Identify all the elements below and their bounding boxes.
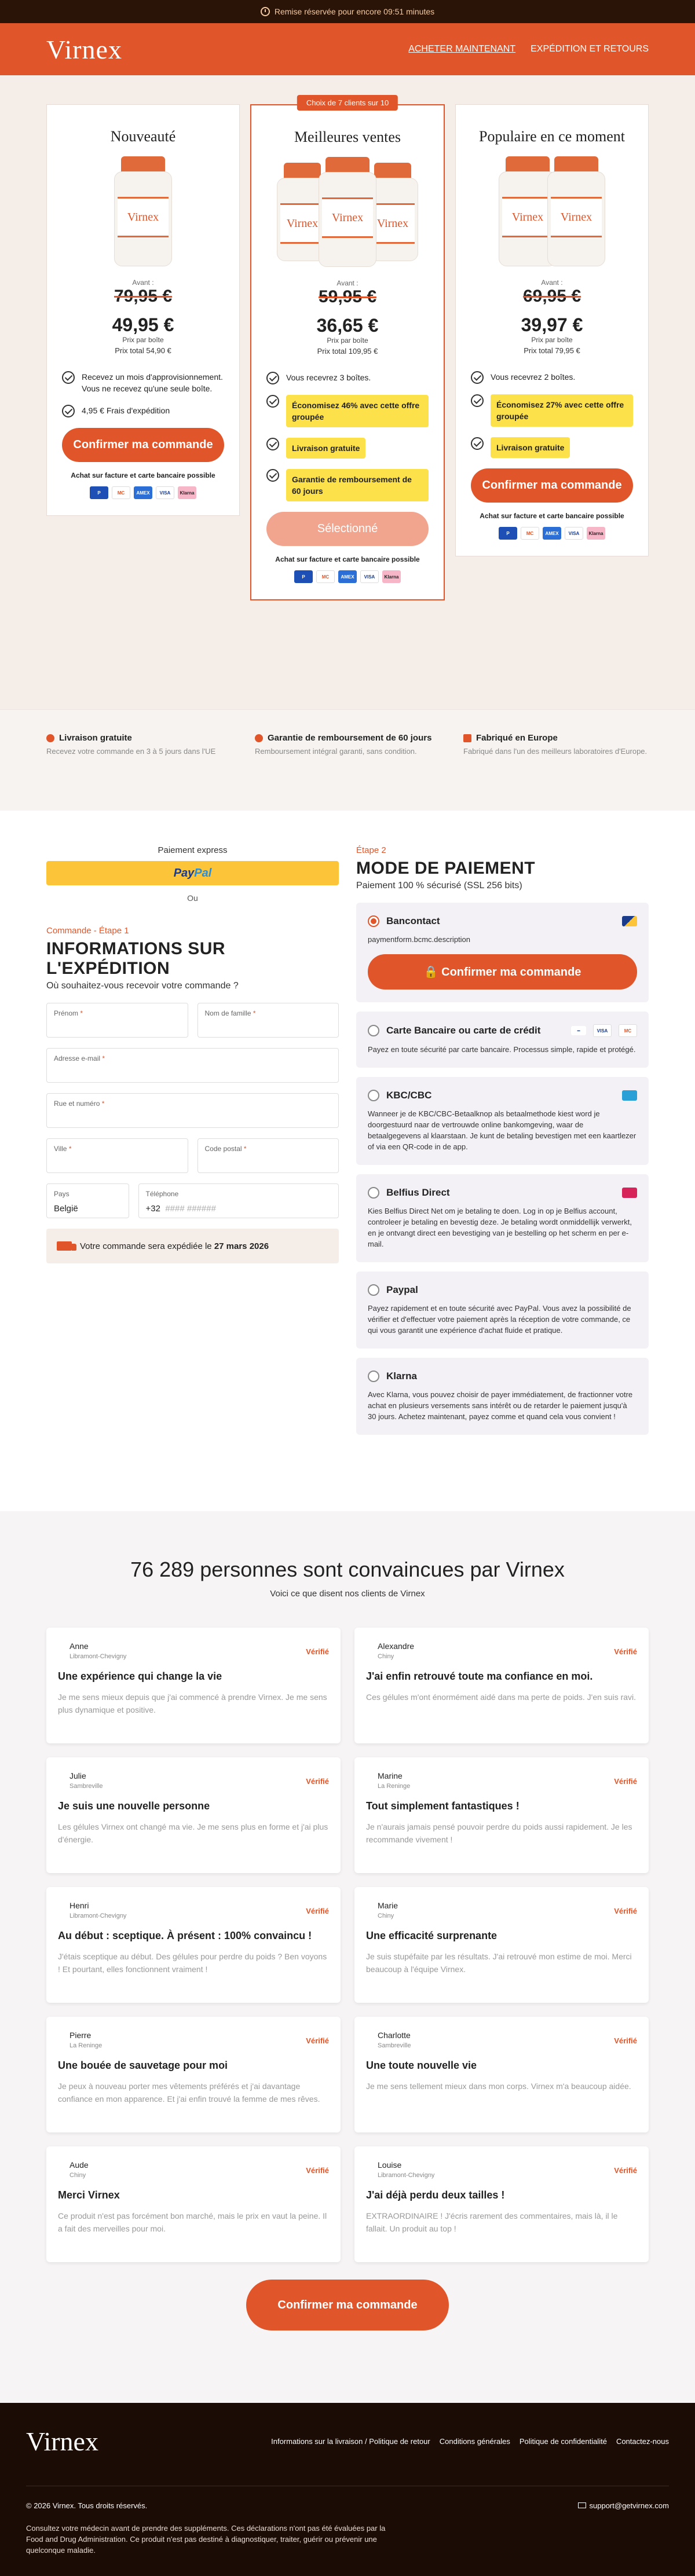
feature-item: Recevez un mois d'approvisionnement. Vous ne recevez qu'une seule boîte. bbox=[62, 371, 224, 394]
feature-item: 4,95 € Frais d'expédition bbox=[62, 405, 224, 417]
city-field[interactable]: Ville * bbox=[46, 1138, 188, 1173]
main-nav bbox=[408, 44, 649, 54]
footer-link-terms[interactable]: Conditions générales bbox=[439, 2437, 510, 2446]
street-field[interactable]: Rue et numéro * bbox=[46, 1093, 339, 1128]
review-text: Je suis stupéfaite par les résultats. J'ai retrouvé mon estime de moi. Merci beaucoup à l'équipe Virnex. bbox=[366, 1952, 632, 1974]
new-price: 49,95 € bbox=[112, 314, 174, 335]
confirm-order-button[interactable]: Confirmer ma commande bbox=[62, 428, 224, 462]
paypal-icon: P bbox=[90, 486, 108, 499]
radio[interactable] bbox=[368, 1025, 379, 1036]
kbc-icon bbox=[622, 1090, 637, 1101]
per-box-label: Prix par boîte bbox=[531, 336, 573, 344]
reviewer-name: Anne bbox=[70, 1641, 89, 1651]
review-card bbox=[46, 1757, 341, 1873]
reviewer-name: Marine bbox=[378, 1771, 403, 1780]
step-label: Commande - Étape 1 bbox=[46, 926, 129, 936]
verified-badge: Vérifié bbox=[614, 1777, 637, 1786]
review-title: Au début : sceptique. À présent : 100% convaincu ! bbox=[58, 1930, 312, 1941]
product-image bbox=[471, 153, 633, 269]
amex-icon: AMEX bbox=[134, 486, 152, 499]
copyright: © 2026 Virnex. Tous droits réservés. bbox=[26, 2501, 148, 2510]
payment-icons bbox=[471, 527, 633, 540]
bottle-icon: Virnex bbox=[277, 163, 328, 261]
paypal-icon: P bbox=[294, 570, 313, 583]
reviewer-city: Chiny bbox=[378, 1653, 394, 1660]
verified-badge: Vérifié bbox=[306, 2166, 329, 2175]
old-price-label: Avant : bbox=[541, 279, 563, 287]
reviewer-city: Libramont-Chevigny bbox=[70, 1912, 127, 1919]
feature-item: Économisez 46% avec cette offre groupée bbox=[266, 395, 429, 427]
total-price: Prix total 109,95 € bbox=[317, 347, 378, 356]
guarantee-item: Fabriqué en Europe Fabriqué dans l'un des meilleurs laboratoires d'Europe. bbox=[463, 733, 648, 756]
shipping-form bbox=[46, 1003, 339, 1218]
old-price: 69,95 € bbox=[522, 287, 581, 306]
reviewer-name: Aude bbox=[70, 2160, 89, 2170]
popular-badge: Choix de 7 clients sur 10 bbox=[297, 95, 398, 111]
product-image bbox=[266, 154, 429, 270]
review-title: Merci Virnex bbox=[58, 2189, 120, 2201]
payment-note: Achat sur facture et carte bancaire possible bbox=[275, 555, 420, 563]
feature-list bbox=[471, 371, 633, 458]
bottle-icon: Virnex bbox=[319, 157, 376, 267]
review-text: Je n'aurais jamais pensé pouvoir perdre du poids aussi rapidement. Je les recommande vivement ! bbox=[366, 1822, 632, 1844]
checkout-section bbox=[0, 811, 695, 1511]
reviewer-city: Libramont-Chevigny bbox=[378, 2172, 435, 2179]
check-icon bbox=[266, 395, 279, 408]
bancontact-icon: ━ bbox=[571, 1026, 586, 1035]
zip-field[interactable]: Code postal * bbox=[197, 1138, 339, 1173]
review-text: Les gélules Virnex ont changé ma vie. Je me sens plus en forme et j'ai plus d'énergie. bbox=[58, 1822, 328, 1844]
feature-list bbox=[266, 372, 429, 501]
footer-logo: Virnex bbox=[26, 2427, 98, 2456]
old-price: 79,95 € bbox=[114, 287, 173, 306]
reviewer-name: Alexandre bbox=[378, 1641, 415, 1651]
reviews-grid bbox=[46, 1628, 649, 2262]
offer-title: Populaire en ce moment bbox=[479, 128, 625, 145]
reviewer-name: Charlotte bbox=[378, 2031, 411, 2040]
nav-buy-now[interactable]: ACHETER MAINTENANT bbox=[408, 44, 516, 54]
truck-icon bbox=[46, 734, 54, 742]
email-field[interactable]: Adresse e-mail * bbox=[46, 1048, 339, 1083]
radio[interactable] bbox=[368, 1090, 379, 1101]
new-price: 39,97 € bbox=[521, 314, 583, 335]
nav-shipping-returns[interactable]: EXPÉDITION ET RETOURS bbox=[531, 44, 649, 54]
amex-icon: AMEX bbox=[543, 527, 561, 540]
reviewer-name: Henri bbox=[70, 1901, 89, 1910]
verified-badge: Vérifié bbox=[306, 1777, 329, 1786]
verified-badge: Vérifié bbox=[614, 2036, 637, 2045]
feature-list bbox=[62, 371, 224, 417]
review-title: Une expérience qui change la vie bbox=[58, 1670, 222, 1682]
mastercard-icon: MC bbox=[619, 1024, 637, 1037]
bottle-icon: Virnex bbox=[114, 156, 172, 266]
payment-title: MODE DE PAIEMENT bbox=[356, 859, 536, 878]
phone-field[interactable]: Téléphone +32 #### ###### bbox=[138, 1183, 339, 1218]
discount-timer-text: Remise réservée pour encore 09:51 minutes bbox=[274, 7, 435, 16]
verified-badge: Vérifié bbox=[306, 2036, 329, 2045]
payment-method-kbc[interactable]: KBC/CBC Wanneer je de KBC/CBC-Betaalknop als betaalmethode kiest word je doorgestuurd naar de vertrouwde online bankomgeving, waar de betaalgegevens al klaarstaan. Je kunt de betaling bevestigen met een kaartlezer of via een QR-code in de app. bbox=[356, 1077, 649, 1165]
per-box-label: Prix par boîte bbox=[327, 336, 368, 345]
review-card bbox=[354, 2146, 649, 2262]
belfius-icon bbox=[622, 1188, 637, 1198]
verified-badge: Vérifié bbox=[614, 2166, 637, 2175]
product-image bbox=[62, 153, 224, 269]
footer-link-privacy[interactable]: Politique de confidentialité bbox=[519, 2437, 607, 2446]
logo[interactable]: Virnex bbox=[46, 34, 122, 64]
check-icon bbox=[266, 438, 279, 450]
review-card bbox=[354, 1757, 649, 1873]
per-box-label: Prix par boîte bbox=[122, 336, 164, 344]
discount-timer-bar bbox=[0, 0, 695, 23]
clock-icon bbox=[261, 7, 270, 16]
paypal-icon: P bbox=[499, 527, 517, 540]
review-title: J'ai enfin retrouvé toute ma confiance en moi. bbox=[366, 1670, 593, 1682]
visa-icon: VISA bbox=[565, 527, 583, 540]
feature-item: Garantie de remboursement de 60 jours bbox=[266, 469, 429, 501]
check-icon bbox=[471, 394, 484, 407]
verified-badge: Vérifié bbox=[306, 1907, 329, 1915]
or-divider: Ou bbox=[187, 893, 198, 903]
old-price-label: Avant : bbox=[132, 279, 154, 287]
bancontact-icon bbox=[622, 916, 637, 926]
payment-method-paypal[interactable]: Paypal Payez rapidement et en toute sécurité avec PayPal. Vous avez la possibilité de vérifier et d'effectuer votre paiement après la réception de votre commande, ce qui vous garantit une expérience d'achat fluide et pratique. bbox=[356, 1271, 649, 1349]
amex-icon: AMEX bbox=[338, 570, 357, 583]
review-card bbox=[46, 2146, 341, 2262]
footer-link-shipping[interactable]: Informations sur la livraison / Politique de retour bbox=[271, 2437, 430, 2446]
payment-method-bancontact[interactable]: Bancontact paymentform.bcmc.description 🔒 Confirmer ma commande bbox=[356, 903, 649, 1002]
mastercard-icon: MC bbox=[112, 486, 130, 499]
review-text: Ces gélules m'ont énormément aidé dans ma perte de poids. J'en suis ravi. bbox=[366, 1692, 637, 1702]
review-title: Tout simplement fantastiques ! bbox=[366, 1800, 520, 1812]
offer-title: Meilleures ventes bbox=[294, 129, 401, 145]
confirm-order-button[interactable]: 🔒 Confirmer ma commande bbox=[368, 954, 637, 990]
payment-note: Achat sur facture et carte bancaire possible bbox=[71, 471, 215, 479]
shipping-date-note: Votre commande sera expédiée le 27 mars 2026 bbox=[46, 1229, 339, 1263]
feature-item: Vous recevrez 2 boîtes. bbox=[471, 371, 633, 384]
review-card bbox=[46, 2017, 341, 2132]
confirm-order-button[interactable]: Confirmer ma commande bbox=[246, 2280, 449, 2331]
selected-button[interactable]: Sélectionné bbox=[266, 512, 429, 546]
review-card bbox=[354, 1628, 649, 1743]
radio[interactable] bbox=[368, 1284, 379, 1296]
bottle-icon: Virnex bbox=[367, 163, 418, 261]
site-header bbox=[0, 23, 695, 75]
footer-links bbox=[271, 2437, 669, 2446]
offer-card-2[interactable] bbox=[250, 98, 445, 600]
review-text: J'étais sceptique au début. Des gélules pour perdre du poids ? Ben voyons ! Et pourtant, elles fonctionnent vraiment ! bbox=[58, 1952, 327, 1974]
shipping-title: INFORMATIONS SUR L'EXPÉDITION bbox=[46, 939, 226, 978]
first-name-field[interactable]: Prénom * bbox=[46, 1003, 188, 1038]
verified-badge: Vérifié bbox=[306, 1647, 329, 1656]
step-label: Étape 2 bbox=[356, 845, 386, 855]
review-title: Une efficacité surprenante bbox=[366, 1930, 498, 1941]
visa-icon: VISA bbox=[156, 486, 174, 499]
guarantees-bar bbox=[0, 709, 695, 811]
footer-link-contact[interactable]: Contactez-nous bbox=[616, 2437, 669, 2446]
review-title: Une toute nouvelle vie bbox=[366, 2060, 477, 2071]
review-card bbox=[354, 2017, 649, 2132]
guarantee-item: Livraison gratuite Recevez votre commande en 3 à 5 jours dans l'UE bbox=[46, 733, 216, 756]
radio[interactable] bbox=[368, 1187, 379, 1199]
reviewer-city: Libramont-Chevigny bbox=[70, 1653, 127, 1660]
check-icon bbox=[471, 437, 484, 450]
feature-item: Livraison gratuite bbox=[266, 438, 429, 459]
bottle-icon: Virnex bbox=[499, 156, 557, 266]
payment-note: Achat sur facture et carte bancaire possible bbox=[480, 512, 624, 520]
mastercard-icon: MC bbox=[316, 570, 335, 583]
support-email[interactable]: support@getvirnex.com bbox=[578, 2501, 669, 2510]
klarna-icon: Klarna bbox=[178, 486, 196, 499]
confirm-order-button[interactable]: Confirmer ma commande bbox=[471, 468, 633, 503]
mail-icon bbox=[578, 2502, 586, 2508]
check-icon bbox=[266, 372, 279, 384]
review-title: Je suis une nouvelle personne bbox=[58, 1800, 210, 1812]
klarna-icon: Klarna bbox=[587, 527, 605, 540]
paypal-express-button[interactable]: Pay Pal bbox=[46, 861, 339, 885]
review-text: Ce produit n'est pas forcément bon marché, mais le prix en vaut la peine. Il a fait des merveilles pour moi. bbox=[58, 2211, 327, 2233]
visa-icon: VISA bbox=[593, 1024, 612, 1037]
total-price: Prix total 79,95 € bbox=[524, 346, 580, 355]
reviewer-city: Chiny bbox=[70, 2172, 86, 2179]
truck-icon bbox=[57, 1241, 72, 1251]
offer-title: Nouveauté bbox=[110, 128, 176, 145]
check-icon bbox=[471, 371, 484, 384]
shipping-subtitle: Où souhaitez-vous recevoir votre commande ? bbox=[46, 981, 239, 991]
reviews-title: 76 289 personnes sont convaincues par Virnex bbox=[130, 1558, 565, 1581]
payment-subtitle: Paiement 100 % sécurisé (SSL 256 bits) bbox=[356, 881, 522, 891]
guarantee-item: Garantie de remboursement de 60 jours Remboursement intégral garanti, sans condition. bbox=[255, 733, 432, 756]
reviewer-city: Sambreville bbox=[378, 2042, 411, 2049]
site-footer bbox=[0, 2403, 695, 2576]
disclaimer: Consultez votre médecin avant de prendre des suppléments. Ces déclarations n'ont pas été évaluées par la Food and Drug Administration. Ce produit n'est pas destiné à diagnostiquer, traiter, guérir ou prévenir une quelconque maladie. bbox=[26, 2524, 386, 2555]
radio-selected[interactable] bbox=[368, 915, 379, 927]
bottle-icon: Virnex bbox=[547, 156, 605, 266]
radio[interactable] bbox=[368, 1371, 379, 1382]
review-card bbox=[46, 1887, 341, 2003]
feature-item: Vous recevrez 3 boîtes. bbox=[266, 372, 429, 384]
country-select[interactable]: Pays België bbox=[46, 1183, 129, 1218]
review-card bbox=[46, 1628, 341, 1743]
new-price: 36,65 € bbox=[316, 315, 379, 336]
mastercard-icon: MC bbox=[521, 527, 539, 540]
review-title: Une bouée de sauvetage pour moi bbox=[58, 2060, 228, 2071]
shipping-column bbox=[46, 845, 339, 1482]
review-text: EXTRAORDINAIRE ! J'écris rarement des commentaires, mais là, il le fallait. Un produit au top ! bbox=[366, 2211, 618, 2233]
visa-icon: VISA bbox=[360, 570, 379, 583]
review-text: Je peux à nouveau porter mes vêtements préférés et j'ai davantage confiance en mon apparence. Et j'ai enfin trouvé la femme de mes rêves. bbox=[58, 2082, 320, 2104]
check-icon bbox=[266, 469, 279, 482]
check-icon bbox=[62, 371, 75, 384]
reviewer-city: La Reninge bbox=[70, 2042, 103, 2049]
offer-card-1[interactable] bbox=[46, 104, 240, 516]
review-card bbox=[354, 1887, 649, 2003]
payment-method-klarna[interactable]: Klarna Avec Klarna, vous pouvez choisir de payer immédiatement, de fractionner votre achat en plusieurs versements sans intérêt ou de retarder le paiement jusqu'à 30 jours. Achetez maintenant, payez comme et quand cela vous convient ! bbox=[356, 1358, 649, 1435]
payment-method-card[interactable]: Carte Bancaire ou carte de crédit ━ VISA MC Payez en toute sécurité par carte bancaire. Processus simple, rapide et protégé. bbox=[356, 1012, 649, 1068]
total-price: Prix total 54,90 € bbox=[115, 346, 171, 355]
payment-column bbox=[356, 845, 649, 1482]
feature-item: Livraison gratuite bbox=[471, 437, 633, 458]
reviewer-name: Marie bbox=[378, 1901, 398, 1910]
check-icon bbox=[62, 405, 75, 417]
payment-icons bbox=[62, 486, 224, 499]
reviewer-name: Pierre bbox=[70, 2031, 92, 2040]
reviewer-name: Julie bbox=[70, 1771, 86, 1780]
review-text: Je me sens mieux depuis que j'ai commencé à prendre Virnex. Je me sens plus dynamique et positive. bbox=[58, 1692, 327, 1714]
reviewer-name: Louise bbox=[378, 2160, 402, 2170]
verified-badge: Vérifié bbox=[614, 1907, 637, 1915]
offers-section bbox=[0, 75, 695, 709]
payment-icons bbox=[266, 570, 429, 583]
reviewer-city: Chiny bbox=[378, 1912, 394, 1919]
last-name-field[interactable]: Nom de famille * bbox=[197, 1003, 339, 1038]
klarna-icon: Klarna bbox=[382, 570, 401, 583]
offer-card-3[interactable] bbox=[455, 104, 649, 556]
flag-icon bbox=[463, 734, 471, 742]
feature-item: Économisez 27% avec cette offre groupée bbox=[471, 394, 633, 427]
old-price: 59,95 € bbox=[318, 287, 377, 306]
shield-icon bbox=[255, 734, 263, 742]
payment-method-belfius[interactable]: Belfius Direct Kies Belfius Direct Net om je betaling te doen. Log in op je Belfius account, controleer je betaling en bevestig deze. Je betaling wordt onmiddellijk verwerkt, en je ontvangt direct een bevestiging van je bestelling op het scherm en per e-mail. bbox=[356, 1174, 649, 1262]
reviews-section bbox=[0, 1511, 695, 2403]
old-price-label: Avant : bbox=[336, 279, 359, 287]
reviews-subtitle: Voici ce que disent nos clients de Virnex bbox=[270, 1589, 425, 1599]
verified-badge: Vérifié bbox=[614, 1647, 637, 1656]
express-pay-label: Paiement express bbox=[158, 845, 228, 855]
review-title: J'ai déjà perdu deux tailles ! bbox=[366, 2189, 505, 2201]
reviewer-city: Sambreville bbox=[70, 1783, 103, 1790]
review-text: Je me sens tellement mieux dans mon corps. Virnex m'a beaucoup aidée. bbox=[366, 2082, 631, 2091]
reviewer-city: La Reninge bbox=[378, 1783, 411, 1790]
